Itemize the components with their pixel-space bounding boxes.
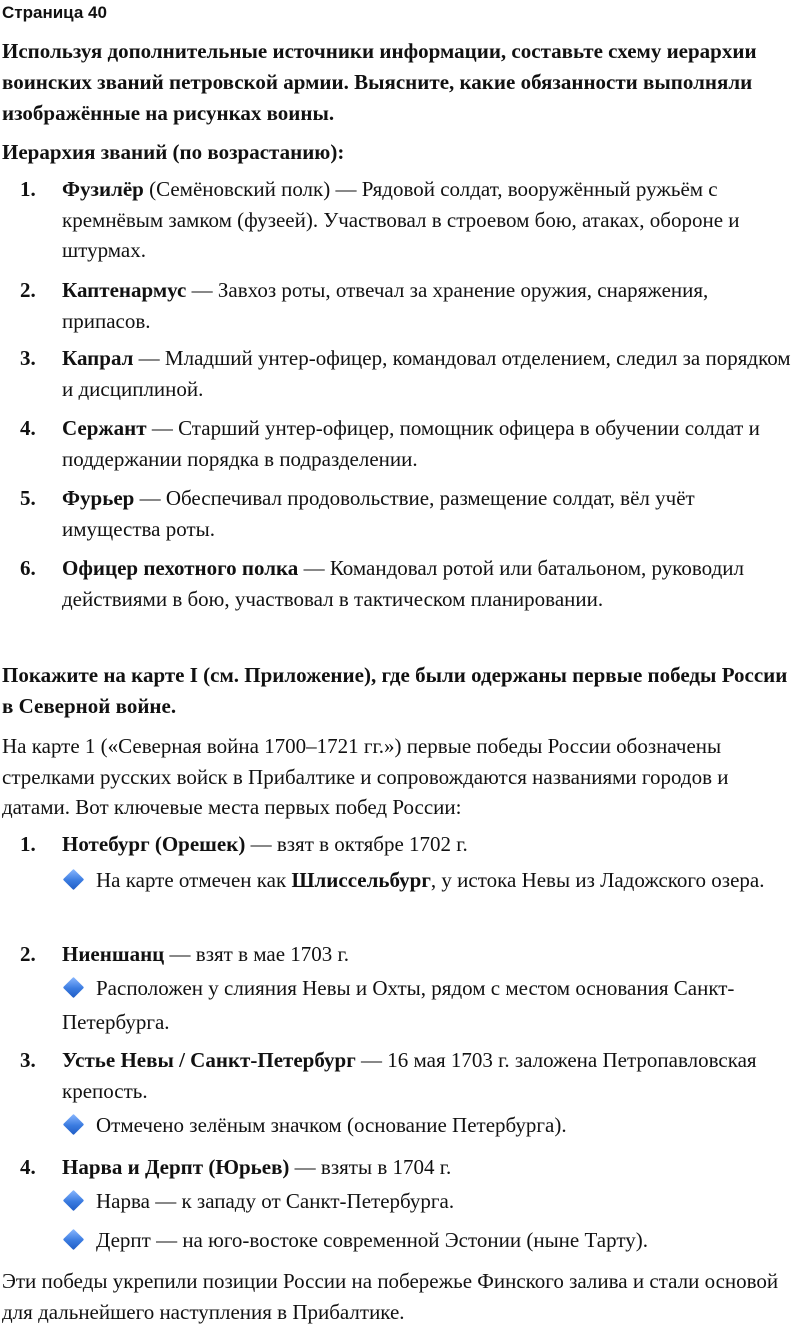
victory-note: Отмечено зелёным значком (основание Петербурга).	[0, 1108, 800, 1142]
rank-description: Рядовой солдат, вооружённый ружьём с кремнёвым замком (фузеей). Участвовал в строевом бою, атаках, обороне и штурмах.	[62, 177, 740, 262]
victory-date: 16 мая 1703 г. заложена Петропавловская крепость.	[62, 1048, 757, 1103]
task1-question: Используя дополнительные источники информации, составьте схему иерархии воинских званий петровской армии. Выясните, какие обязанности выполняли изображённые на рисунках воины.	[2, 39, 757, 125]
victory-item: 2. Ниеншанц — взят в мае 1703 г.	[0, 939, 800, 970]
rank-item: 4. Сержант — Старший унтер-офицер, помощник офицера в обучении солдат и поддержании порядка в подразделении.	[0, 413, 800, 474]
rank-term: Капрал	[62, 346, 134, 370]
rank-item: 1. Фузилёр (Семёновский полк) — Рядовой солдат, вооружённый ружьём с кремнёвым замком (фузеей). Участвовал в строевом бою, атаках, обороне и штурмах.	[0, 174, 800, 266]
rank-term: Фузилёр	[62, 177, 144, 201]
victory-item: 1. Нотебург (Орешек) — взят в октябре 1702 г.	[0, 829, 800, 860]
victory-number: 2.	[20, 942, 36, 966]
victory-place: Нарва и Дерпт (Юрьев)	[62, 1155, 290, 1179]
victory-place: Ниеншанц	[62, 942, 165, 966]
task2-question: Покажите на карте I (см. Приложение), где были одержаны первые победы России в Северной войне.	[2, 663, 788, 718]
rank-number: 1.	[20, 177, 36, 201]
map-intro: На карте 1 («Северная война 1700–1721 гг.») первые победы России обозначены стрелками русских войск в Прибалтике и сопровождаются названиями городов и датами. Вот ключевые места первых побед России:	[2, 734, 729, 819]
victory-place: Устье Невы / Санкт-Петербург	[62, 1048, 356, 1072]
victory-note: На карте отмечен как Шлиссельбург, у истока Невы из Ладожского озера.	[0, 863, 800, 897]
victory-number: 1.	[20, 832, 36, 856]
victory-item: 4. Нарва и Дерпт (Юрьев) — взяты в 1704 г.	[0, 1152, 800, 1183]
victory-date: взяты в 1704 г.	[320, 1155, 452, 1179]
conclusion: Эти победы укрепили позиции России на побережье Финского залива и стали основой для дальнейшего наступления в Прибалтике.	[2, 1269, 779, 1324]
hierarchy-subheading: Иерархия званий (по возрастанию):	[2, 140, 345, 164]
victory-date: взят в мае 1703 г.	[195, 942, 350, 966]
victory-number: 3.	[20, 1048, 36, 1072]
rank-number: 5.	[20, 486, 36, 510]
victory-date: взят в октябре 1702 г.	[276, 832, 468, 856]
rank-item: 3. Капрал — Младший унтер-офицер, командовал отделением, следил за порядком и дисциплиной.	[0, 343, 800, 404]
rank-note: (Семёновский полк)	[143, 177, 331, 201]
rank-description: Командовал ротой или батальоном, руководил действиями в бою, участвовал в тактическом планировании.	[62, 556, 744, 611]
rank-number: 4.	[20, 416, 36, 440]
rank-item: 5. Фурьер — Обеспечивал продовольствие, размещение солдат, вёл учёт имущества роты.	[0, 483, 800, 544]
rank-description: Младший унтер-офицер, командовал отделением, следил за порядком и дисциплиной.	[62, 346, 791, 401]
rank-term: Каптенармус	[62, 278, 187, 302]
victory-item: 3. Устье Невы / Санкт-Петербург — 16 мая 1703 г. заложена Петропавловская крепость.	[0, 1045, 800, 1106]
victory-note: Нарва — к западу от Санкт-Петербурга.	[0, 1184, 800, 1218]
rank-item: 6. Офицер пехотного полка — Командовал ротой или батальоном, руководил действиями в бою, участвовал в тактическом планировании.	[0, 553, 800, 614]
victory-note: Дерпт — на юго-востоке современной Эстонии (ныне Тарту).	[0, 1223, 800, 1257]
rank-term: Сержант	[62, 416, 147, 440]
rank-term: Фурьер	[62, 486, 135, 510]
victory-number: 4.	[20, 1155, 36, 1179]
rank-item: 2. Каптенармус — Завхоз роты, отвечал за хранение оружия, снаряжения, припасов.	[0, 275, 800, 336]
rank-number: 3.	[20, 346, 36, 370]
rank-description: Завхоз роты, отвечал за хранение оружия, снаряжения, припасов.	[62, 278, 709, 333]
rank-term: Офицер пехотного полка	[62, 556, 299, 580]
rank-description: Обеспечивал продовольствие, размещение солдат, вёл учёт имущества роты.	[62, 486, 695, 541]
rank-number: 2.	[20, 278, 36, 302]
victory-place: Нотебург (Орешек)	[62, 832, 246, 856]
page-label: Страница 40	[2, 3, 107, 22]
victory-note: Расположен у слияния Невы и Охты, рядом с местом основания Санкт-Петербурга.	[62, 976, 735, 1034]
rank-description: Старший унтер-офицер, помощник офицера в обучении солдат и поддержании порядка в подразделении.	[62, 416, 760, 471]
rank-number: 6.	[20, 556, 36, 580]
